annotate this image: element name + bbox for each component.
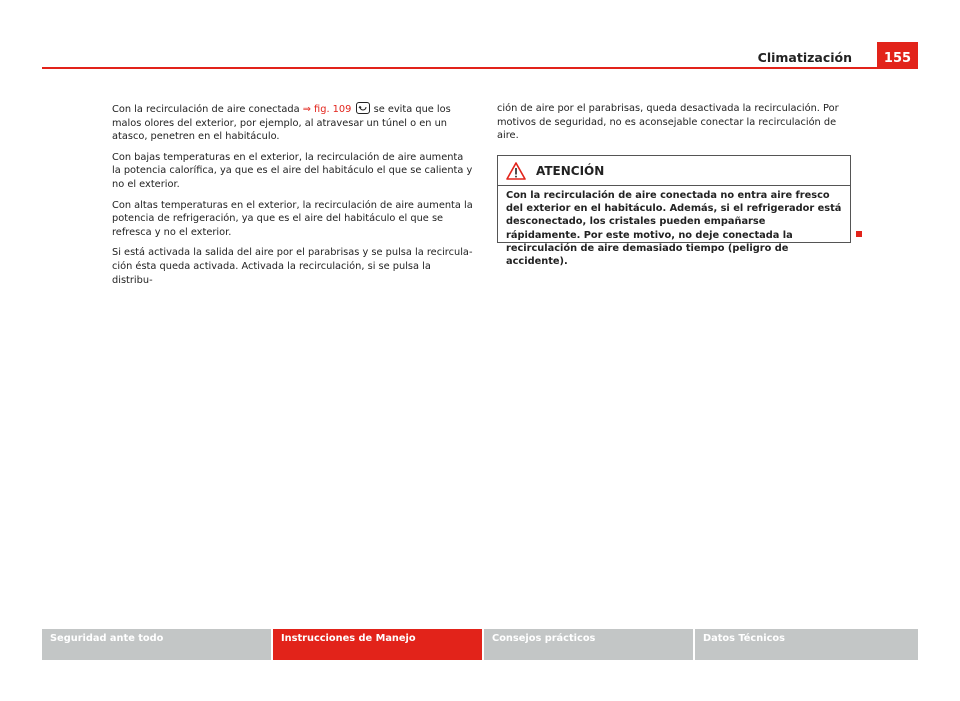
- paragraph-windshield-output: Si está activada la salida del aire por el parabrisas y se pulsa la recirculación ésta queda activada. Activada la recirculación, si se pulsa la distribu-: [112, 247, 473, 286]
- footer-navigation: [42, 629, 918, 660]
- right-column: [497, 102, 851, 150]
- footer-tab-datos[interactable]: Datos Técnicos: [695, 629, 918, 660]
- warning-text: Con la recirculación de aire conectada no entra aire fresco del exterior en el habitáculo. Además, si el refrigerador está desconectado, los cristales pueden empañarse rápidamente. Por este motivo, no deje conectada la recirculación de aire demasiado tiempo (peligro de accidente).: [506, 190, 842, 268]
- figure-link[interactable]: ⇒ fig. 109: [302, 104, 352, 115]
- warning-title: ATENCIÓN: [536, 163, 605, 178]
- page-number: 155: [877, 42, 918, 68]
- footer-tab-seguridad[interactable]: Seguridad ante todo: [42, 629, 271, 660]
- section-title: Climatización: [757, 50, 852, 65]
- paragraph-continuation: ción de aire por el parabrisas, queda desactivada la recirculación. Por motivos de seguridad, no es aconsejable conectar la recirculación de aire.: [497, 103, 839, 142]
- paragraph-recirculation: Con la recirculación de aire conectada ⇒ fig. 109 se evita que los malos olores del exterior, por ejemplo, al atravesar un túnel o en un atasco, penetren en el habitáculo.: [112, 104, 451, 143]
- warning-box: [497, 155, 851, 268]
- warning-triangle-icon: [506, 162, 526, 180]
- paragraph-high-temperatures: Con altas temperaturas en el exterior, la recirculación de aire aumenta la potencia de refrigeración, ya que es el aire del habitáculo el que se refresca y no el exterior.: [112, 199, 473, 238]
- paragraph-low-temperatures: Con bajas temperaturas en el exterior, la recirculación de aire aumenta la potencia calorífica, ya que es el aire del habitáculo el que se calienta y no el exterior.: [112, 151, 473, 190]
- warning-header: [498, 156, 850, 186]
- left-column: [112, 102, 474, 294]
- footer-tab-consejos[interactable]: Consejos prácticos: [484, 629, 693, 660]
- header-rule: [42, 67, 918, 69]
- footer-tab-instrucciones[interactable]: Instrucciones de Manejo: [273, 629, 482, 660]
- section-end-marker: [856, 231, 862, 237]
- recirculation-icon: [356, 102, 370, 114]
